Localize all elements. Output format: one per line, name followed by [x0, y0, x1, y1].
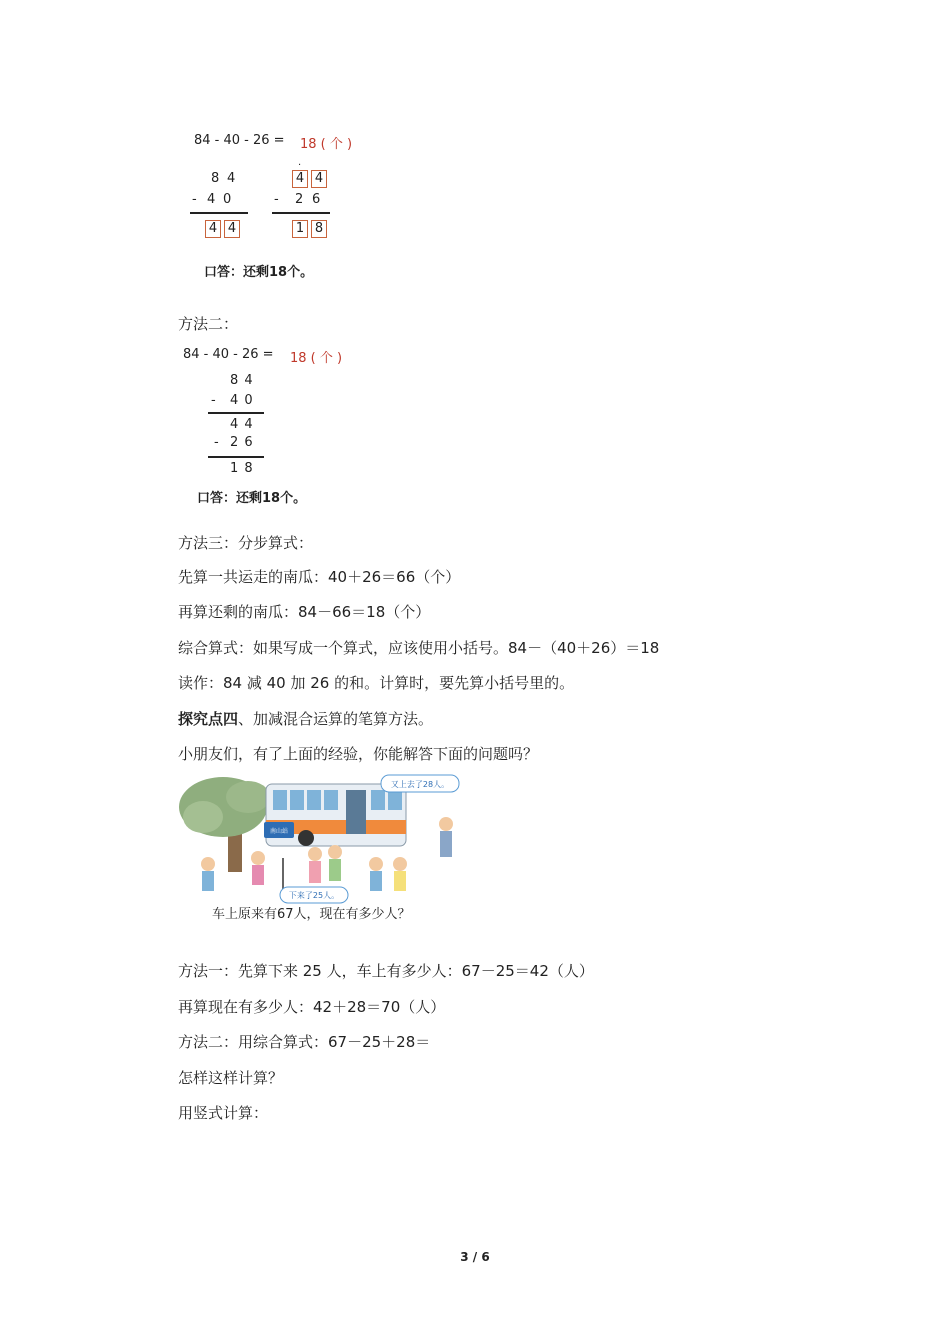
- speech-bubble-top-text: 又上去了28人。: [390, 780, 450, 789]
- method2-row5: 1 8: [230, 461, 253, 476]
- bus-wheel: [298, 830, 314, 846]
- person-body: [252, 865, 264, 885]
- bus-window-6: [388, 790, 402, 810]
- method2-divider-1: [208, 412, 264, 414]
- method2-row2: 4 0: [230, 393, 253, 408]
- person-body: [394, 871, 406, 891]
- calc1-top-digit-2: 4: [227, 171, 236, 186]
- bus-stop-sign-text: 南山站: [269, 828, 289, 835]
- method2-row4-op: -: [214, 435, 219, 450]
- method3-label: 方法三：分步算式：: [178, 534, 314, 552]
- bus-window-3: [307, 790, 321, 810]
- calc2-operator: -: [274, 192, 279, 207]
- bus-door: [346, 790, 366, 834]
- person-icon: [251, 851, 265, 865]
- bus-window-2: [290, 790, 304, 810]
- solution-method1b: 再算现在有多少人：42＋28＝70（人）: [178, 998, 446, 1016]
- calc2-result-box-2: 8: [311, 220, 327, 238]
- person-icon: [201, 857, 215, 871]
- method2-row4: 2 6: [230, 435, 253, 450]
- bus-window-5: [371, 790, 385, 810]
- speech-bubble-bottom-text: 下来了25人。: [288, 891, 340, 900]
- method1-answer: 口答：还剩18个。: [204, 265, 314, 280]
- explore4-intro: 小朋友们，有了上面的经验，你能解答下面的问题吗？: [178, 745, 539, 763]
- explore4-title-bold: 探究点四: [178, 710, 239, 728]
- tree-canopy-2: [183, 801, 223, 833]
- method1-result: 18 ( 个 ): [300, 137, 353, 152]
- calc1-result-box-2: 4: [224, 220, 240, 238]
- method2-row1: 8 4: [230, 373, 253, 388]
- solution-how: 怎样这样计算？: [178, 1069, 284, 1087]
- person-icon: [393, 857, 407, 871]
- method2-equation: 84 - 40 - 26 =: [183, 347, 274, 362]
- calc1-operator: -: [192, 192, 197, 207]
- person-icon: [369, 857, 383, 871]
- calc1-divider: [190, 212, 248, 214]
- calc2-top-box-2: 4: [311, 170, 327, 188]
- explore4-title-rest: 、加减混合运算的笔算方法。: [238, 710, 434, 728]
- person-body: [440, 831, 452, 857]
- person-body: [329, 859, 341, 881]
- calc1-result-box-1: 4: [205, 220, 221, 238]
- method2-row3: 4 4: [230, 417, 253, 432]
- bus-window-4: [324, 790, 338, 810]
- bus-window-1: [273, 790, 287, 810]
- calc2-result-box-1: 1: [292, 220, 308, 238]
- borrow-dot: ·: [298, 160, 302, 171]
- method2-result: 18 ( 个 ): [290, 351, 343, 366]
- method3-combined: 综合算式：如果写成一个算式，应该使用小括号。84－（40＋26）＝18: [178, 639, 660, 657]
- method2-answer: 口答：还剩18个。: [197, 491, 307, 506]
- explore4-title: [178, 708, 433, 729]
- method3-step2: 再算还剩的南瓜：84－66＝18（个）: [178, 603, 431, 621]
- calc1-sub-digit-2: 0: [223, 192, 232, 207]
- calc1-sub-digit-1: 4: [207, 192, 216, 207]
- method1-equation: 84 - 40 - 26 =: [194, 133, 285, 148]
- method2-divider-2: [208, 456, 264, 458]
- person-body: [370, 871, 382, 891]
- calc2-sub-digit-1: 2: [295, 192, 304, 207]
- method3-read: 读作：84 减 40 加 26 的和。计算时，要先算小括号里的。: [178, 674, 575, 692]
- tree-canopy-3: [226, 781, 270, 813]
- method2-label: 方法二：: [178, 315, 239, 333]
- calc2-divider: [272, 212, 330, 214]
- person-icon: [308, 847, 322, 861]
- calc1-top-digit-1: 8: [211, 171, 220, 186]
- bus-stop-illustration: [178, 772, 460, 922]
- method2-row2-op: -: [211, 393, 216, 408]
- calc2-top-box-1: 4: [292, 170, 308, 188]
- illustration-caption: 车上原来有67人，现在有多少人？: [212, 907, 411, 922]
- person-icon: [328, 845, 342, 859]
- person-body: [309, 861, 321, 883]
- method3-step1: 先算一共运走的南瓜：40＋26＝66（个）: [178, 568, 461, 586]
- solution-method1: 方法一：先算下来 25 人，车上有多少人：67－25＝42（人）: [178, 962, 594, 980]
- person-body: [202, 871, 214, 891]
- calc2-sub-digit-2: 6: [312, 192, 321, 207]
- solution-vertical: 用竖式计算：: [178, 1104, 269, 1122]
- solution-method2: 方法二：用综合算式：67－25＋28＝: [178, 1033, 431, 1051]
- page-number: 3 / 6: [460, 1250, 490, 1264]
- person-icon: [439, 817, 453, 831]
